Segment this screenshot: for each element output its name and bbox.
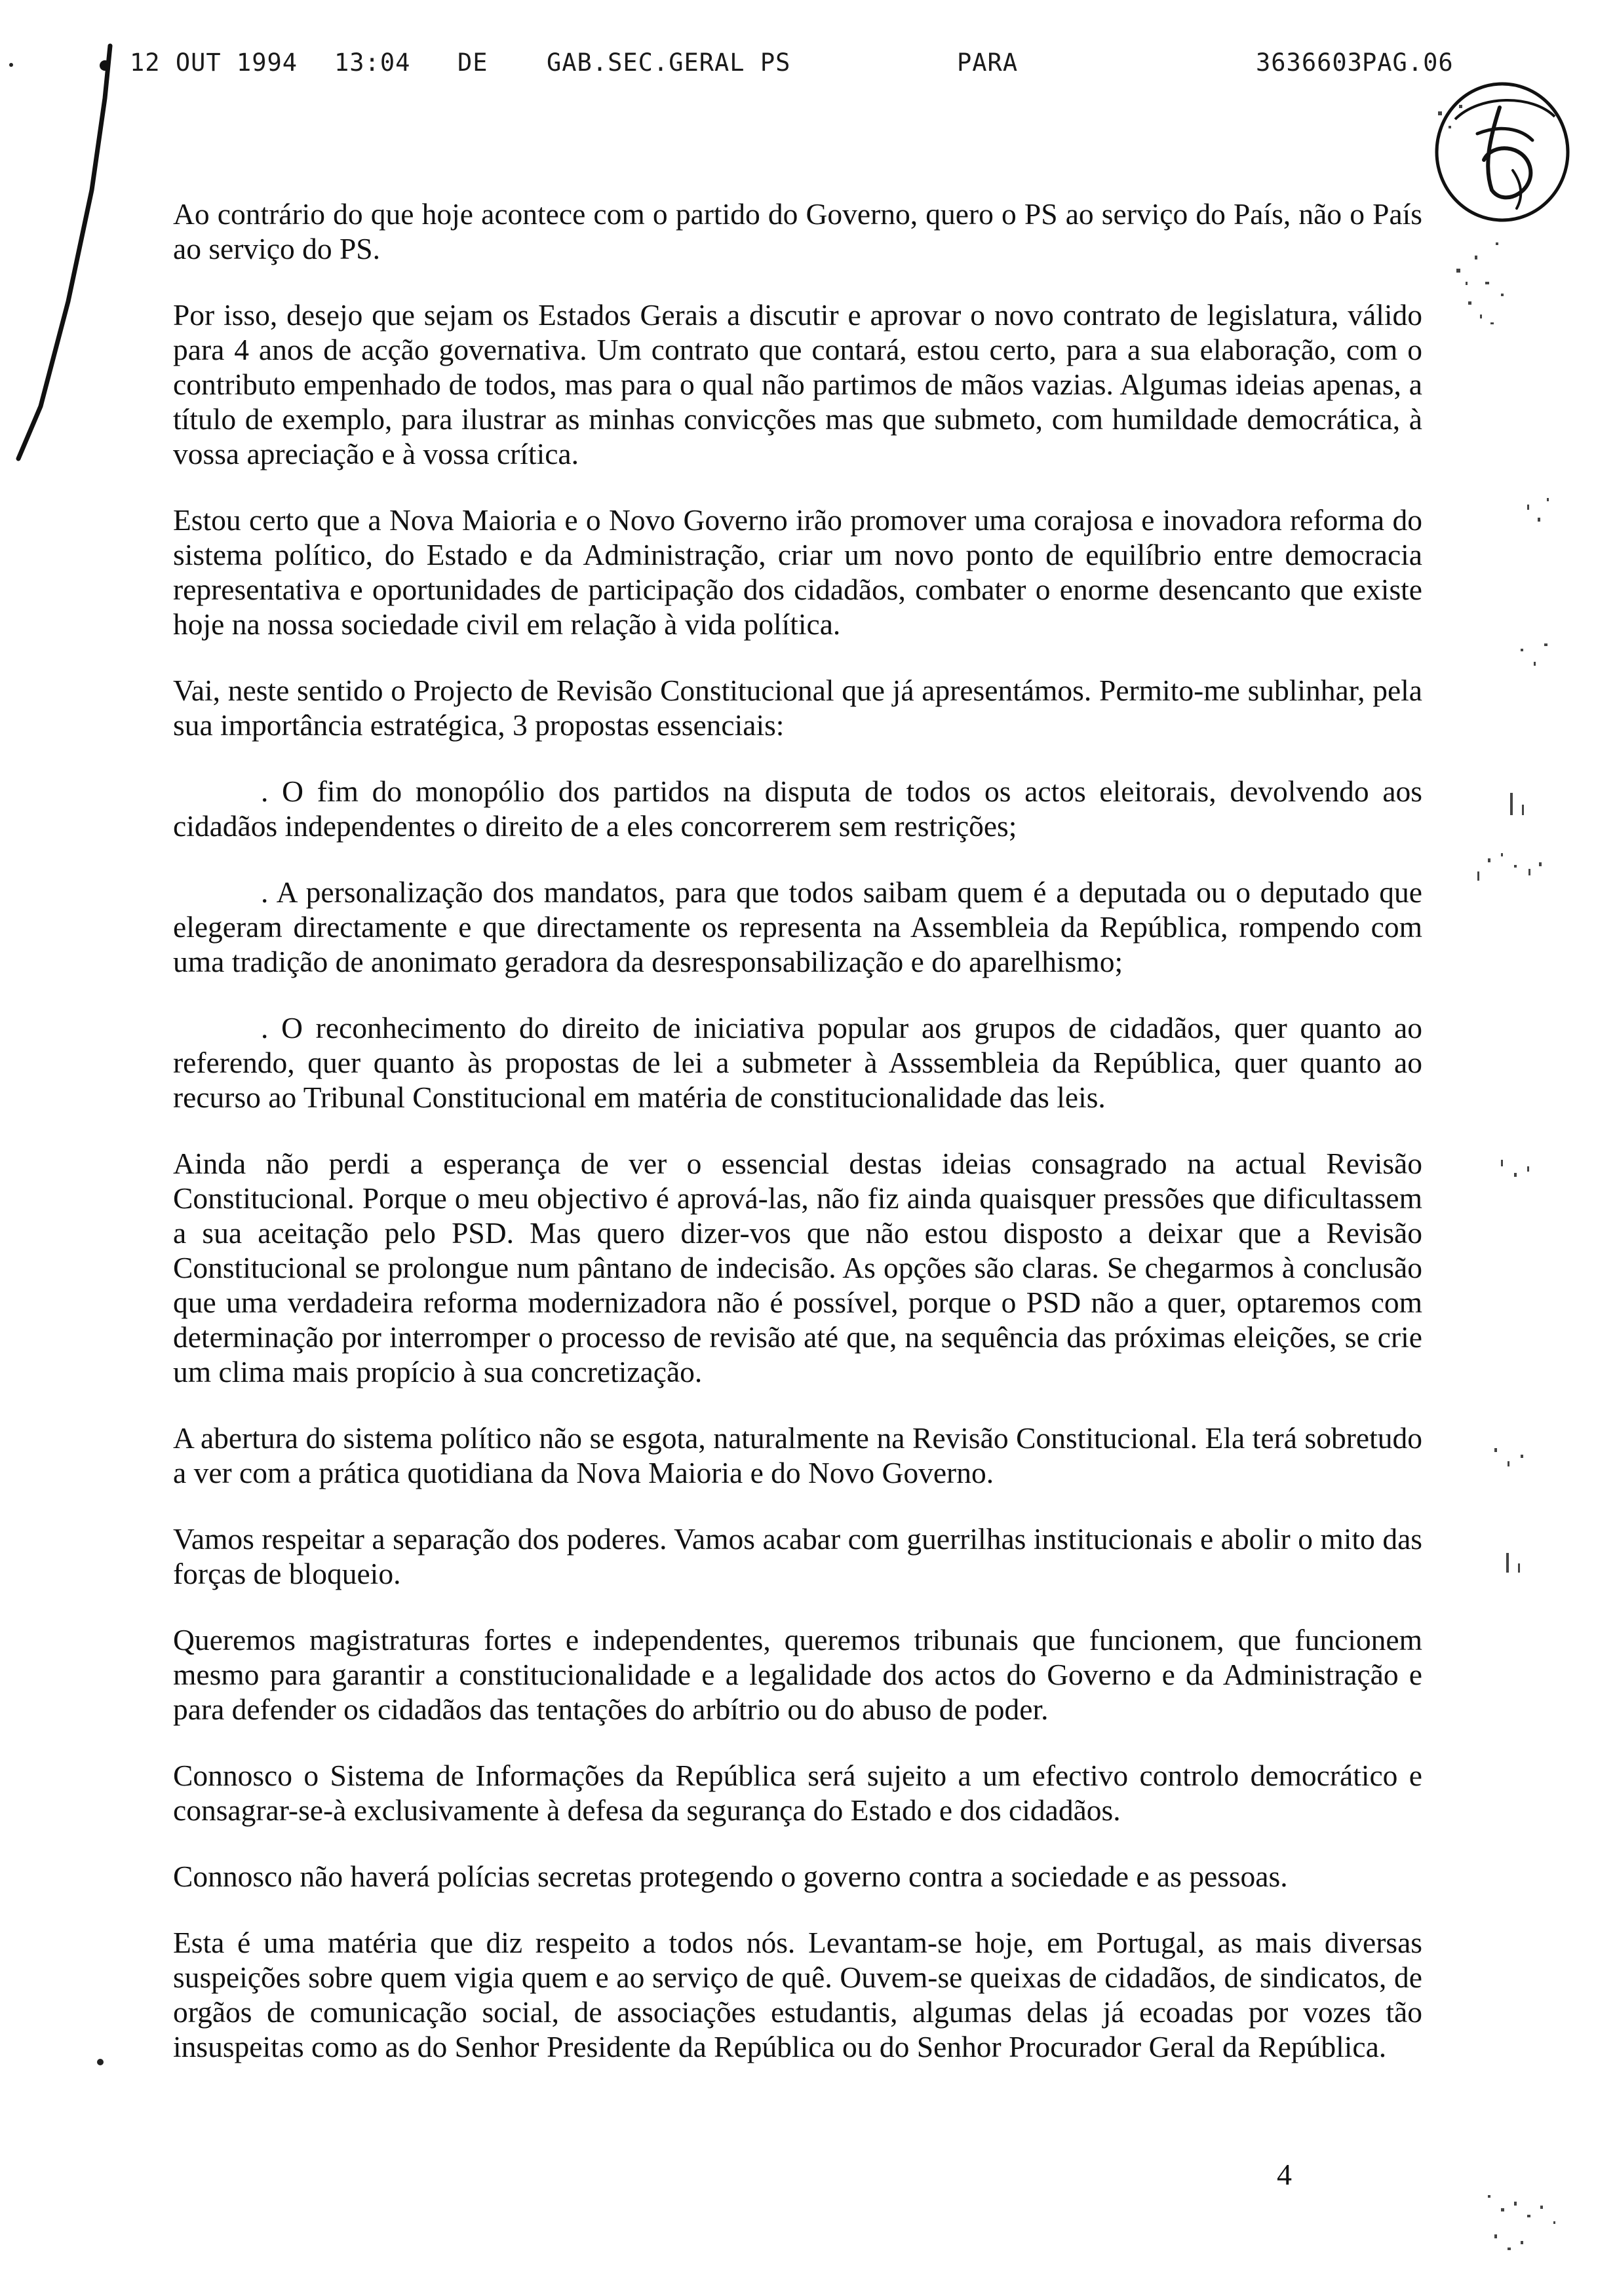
proposal-item: . O fim do monopólio dos partidos na disputa de todos os actos eleitorais, devolvendo aos cidadãos independentes o direito de a eles concorrerem sem restrições; <box>173 775 1422 843</box>
body-paragraph: Esta é uma matéria que diz respeito a todos nós. Levantam-se hoje, em Portugal, as mais diversas suspeições sobre quem vigia quem e ao serviço de quê. Ouvem-se queixas de cidadãos, de sindicatos, de orgãos de comunicação social, de associações estudantis, algumas delas já ecoadas por vozes tão insuspeitas como as do Senhor Presidente da República ou do Senhor Procurador Geral da República. <box>173 1926 1422 2063</box>
body-paragraph: Vamos respeitar a separação dos poderes. Vamos acabar com guerrilhas institucionais e abolir o mito das forças de bloqueio. <box>173 1522 1422 1590</box>
fax-time: 13:04 <box>334 48 411 77</box>
fax-from-label: DE <box>457 48 488 77</box>
body-paragraph: Connosco não haverá polícias secretas protegendo o governo contra a sociedade e as pessoas. <box>173 1860 1288 1893</box>
body-paragraph: A abertura do sistema político não se esgota, naturalmente na Revisão Constitucional. Ela terá sobretudo a ver com a prática quotidiana da Nova Maioria e do Novo Governo. <box>173 1421 1422 1489</box>
fax-page-label: PAG.06 <box>1362 48 1454 77</box>
stray-mark <box>9 63 13 67</box>
fax-sender: GAB.SEC.GERAL PS <box>547 48 791 77</box>
proposal-item: . A personalização dos mandatos, para que todos saibam quem é a deputada ou o deputado que elegeram directamente e que directamente os representa na Assembleia da República, rompendo com uma tradição de anonimato geradora da desresponsabilização e do aparelhismo; <box>173 875 1422 978</box>
document-body <box>173 197 1422 2095</box>
proposal-item: . O reconhecimento do direito de iniciativa popular aos grupos de cidadãos, quer quanto ao referendo, quer quanto às propostas de lei a submeter à Asssembleia da República, quer quanto ao recurso ao Tribunal Constitucional em matéria de constitucionalidade das leis. <box>173 1011 1422 1114</box>
handwritten-margin-stroke <box>0 39 131 465</box>
fax-transmission-header <box>130 48 1480 88</box>
body-paragraph: Queremos magistraturas fortes e independentes, queremos tribunais que funcionem, que funcionem mesmo para garantir a constitucionalidade e a legalidade dos actos do Governo e da Administração e para defender os cidadãos das tentações do arbítrio ou do abuso de poder. <box>173 1623 1422 1726</box>
body-paragraph: Ainda não perdi a esperança de ver o essencial destas ideias consagrado na actual Revisão Constitucional. Porque o meu objectivo é aprová-las, não fiz ainda quaisquer pressões que dificultassem a sua aceitação pelo PSD. Mas quero dizer-vos que não estou disposto a deixar que a Revisão Constitucional se prolongue num pântano de indecisão. As opções são claras. Se chegarmos à conclusão que uma verdadeira reforma modernizadora não é possível, porque o PSD não a quer, optaremos com determinação por interromper o processo de revisão até que, na sequência das próximas eleições, se crie um clima mais propício à sua concretização. <box>173 1147 1422 1388</box>
body-paragraph: Vai, neste sentido o Projecto de Revisão Constitucional que já apresentámos. Permito-me sublinhar, pela sua importância estratégica, 3 propostas essenciais: <box>173 674 1422 742</box>
page-number: 4 <box>1277 2158 1292 2191</box>
body-paragraph: Ao contrário do que hoje acontece com o partido do Governo, quero o PS ao serviço do País, não o País ao serviço do PS. <box>173 197 1422 265</box>
body-paragraph: Estou certo que a Nova Maioria e o Novo Governo irão promover uma corajosa e inovadora reforma do sistema político, do Estado e da Administração, criar um novo ponto de equilíbrio entre democracia representativa e oportunidades de participação dos cidadãos, combater o enorme desencanto que existe hoje na nossa sociedade civil em relação à vida política. <box>173 503 1422 641</box>
body-paragraph: Connosco o Sistema de Informações da República será sujeito a um efectivo controlo democrático e consagrar-se-à exclusivamente à defesa da segurança do Estado e dos cidadãos. <box>173 1759 1422 1827</box>
fax-recipient-number: 3636603 <box>1256 48 1363 77</box>
fax-to-label: PARA <box>957 48 1019 77</box>
fax-date: 12 OUT 1994 <box>130 48 298 77</box>
body-paragraph: Por isso, desejo que sejam os Estados Gerais a discutir e aprovar o novo contrato de legislatura, válido para 4 anos de acção governativa. Um contrato que contará, estou certo, para a sua elaboração, com o contributo empenhado de todos, mas para o qual não partimos de mãos vazias. Algumas ideias apenas, a título de exemplo, para ilustrar as minhas convicções mas que submeto, com humildade democrática, à vossa apreciação e à vossa crítica. <box>173 298 1422 470</box>
stray-mark <box>97 2059 104 2065</box>
fax-scan-noise <box>1422 85 1615 2296</box>
